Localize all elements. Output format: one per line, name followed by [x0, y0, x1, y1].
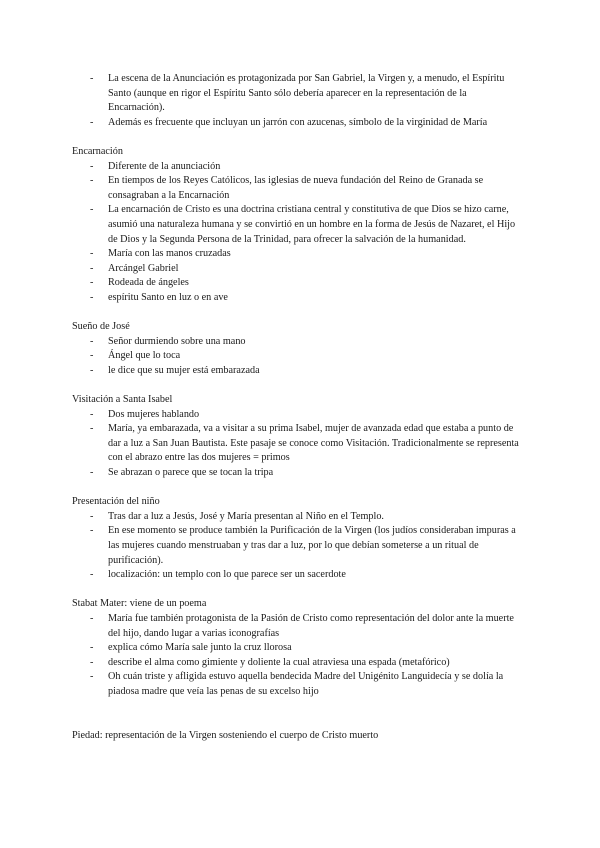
- bullet-list: [0, 510, 600, 583]
- section-heading: Sueño de José: [72, 321, 130, 333]
- list-item: [0, 524, 600, 568]
- footer-paragraph: Piedad: representación de la Virgen sosteniendo el cuerpo de Cristo muerto: [72, 729, 379, 741]
- list-item-text: María fue también protagonista de la Pasión de Cristo como representación del dolor ante la muerte del hijo, dando lugar a varias iconografías: [108, 612, 514, 639]
- section-heading: Encarnación: [72, 145, 123, 157]
- list-item-text: le dice que su mujer está embarazada: [108, 364, 260, 376]
- list-item: [0, 510, 600, 525]
- list-item-text: Tras dar a luz a Jesús, José y María presentan al Niño en el Templo.: [108, 510, 384, 522]
- list-item-text: espíritu Santo en luz o en ave: [108, 291, 228, 303]
- list-item: [0, 656, 600, 671]
- bullet-dash: -: [90, 160, 94, 172]
- list-item: [0, 466, 600, 481]
- section-heading: Presentación del niño: [72, 496, 160, 508]
- bullet-dash: -: [90, 642, 94, 654]
- bullet-dash: -: [90, 569, 94, 581]
- bullet-dash: -: [90, 350, 94, 362]
- bullet-list: [0, 408, 600, 481]
- list-item-text: Arcángel Gabriel: [108, 262, 179, 274]
- bullet-dash: -: [90, 277, 94, 289]
- list-item-text: describe el alma como gimiente y doliente la cual atraviesa una espada (metafórico): [108, 656, 450, 668]
- list-item-text: En tiempos de los Reyes Católicos, las iglesias de nueva fundación del Reino de Granada se consagraban a la Encarnación: [108, 175, 484, 201]
- list-item: [0, 349, 600, 364]
- bullet-dash: -: [90, 423, 94, 435]
- bullet-dash: -: [90, 116, 94, 128]
- section-heading: Visitación a Santa Isabel: [72, 394, 173, 406]
- list-item: [0, 364, 600, 379]
- bullet-dash: -: [90, 204, 94, 216]
- list-item-text: localización: un templo con lo que parece ser un sacerdote: [108, 569, 346, 581]
- list-item-text: La escena de la Anunciación es protagonizada por San Gabriel, la Virgen y, a menudo, el Espíritu Santo (aunque en rigor el Espíritu Santo sólo debería aparecer en la representación de la Encarnación).: [108, 73, 505, 114]
- list-item-text: Ángel que lo toca: [108, 350, 181, 362]
- list-item-text: explica cómo María sale junto la cruz llorosa: [108, 642, 292, 654]
- list-item: [0, 291, 600, 306]
- bullet-dash: -: [90, 656, 94, 668]
- bullet-list: [0, 160, 600, 306]
- list-item: [0, 641, 600, 656]
- bullet-dash: -: [90, 291, 94, 303]
- list-item-text: Oh cuán triste y afligida estuvo aquella bendecida Madre del Unigénito Languidecía y se dolía la piadosa madre que veía las penas de su excelso hijo: [108, 671, 504, 697]
- list-item: [0, 72, 600, 116]
- list-item-text: Señor durmiendo sobre una mano: [108, 335, 246, 347]
- list-item-text: María, ya embarazada, va a visitar a su prima Isabel, mujer de avanzada edad que estaba a punto de dar a luz a San Juan Bautista. Este pasaje se conoce como Visitación. Tradicionalmente se representa con el abrazo entre las dos mujeres = primos: [108, 423, 519, 464]
- list-item: [0, 174, 600, 203]
- bullet-dash: -: [90, 248, 94, 260]
- list-item: [0, 408, 600, 423]
- bullet-dash: -: [90, 73, 94, 84]
- list-item: [0, 203, 600, 247]
- bullet-dash: -: [90, 262, 94, 274]
- bullet-dash: -: [90, 175, 94, 187]
- list-item-text: Se abrazan o parece que se tocan la tripa: [108, 467, 274, 479]
- list-item-text: Diferente de la anunciación: [108, 160, 221, 172]
- list-item-text: Además es frecuente que incluyan un jarrón con azucenas, símbolo de la virginidad de María: [108, 116, 488, 128]
- section-heading: Stabat Mater: viene de un poema: [72, 598, 207, 610]
- list-item: [0, 116, 600, 131]
- list-item-text: Dos mujeres hablando: [108, 408, 200, 420]
- bullet-dash: -: [90, 671, 94, 683]
- bullet-dash: -: [90, 612, 94, 624]
- list-item: [0, 247, 600, 262]
- bullet-list: [0, 335, 600, 379]
- list-item: [0, 262, 600, 277]
- list-item-text: Rodeada de ángeles: [108, 277, 189, 289]
- list-item: [0, 160, 600, 175]
- bullet-dash: -: [90, 335, 94, 347]
- bullet-list: [0, 612, 600, 700]
- list-item: [0, 335, 600, 350]
- bullet-dash: -: [90, 510, 94, 522]
- list-item: [0, 670, 600, 699]
- bullet-dash: -: [90, 408, 94, 420]
- list-item-text: María con las manos cruzadas: [108, 248, 231, 260]
- list-item: [0, 276, 600, 291]
- list-item: [0, 422, 600, 466]
- list-item: [0, 612, 600, 641]
- document-content: [0, 72, 600, 700]
- list-item: [0, 568, 600, 583]
- list-item-text: La encarnación de Cristo es una doctrina cristiana central y constitutiva de que Dios se hizo carne, asumió una naturaleza humana y se convirtió en un hombre en la forma de Jesús de Nazaret, el Hijo de Dios y la Segunda Persona de la Trinidad, para ofrecer la salvación de la humanidad.: [108, 204, 516, 245]
- bullet-dash: -: [90, 525, 94, 537]
- list-item-text: En ese momento se produce también la Purificación de la Virgen (los judíos consideraban impuras a las mujeres cuando menstruaban y tras dar a luz, por lo que debían someterse a un ritual de purificación).: [108, 525, 516, 566]
- bullet-list: [0, 72, 600, 130]
- bullet-dash: -: [90, 364, 94, 376]
- bullet-dash: -: [90, 467, 94, 479]
